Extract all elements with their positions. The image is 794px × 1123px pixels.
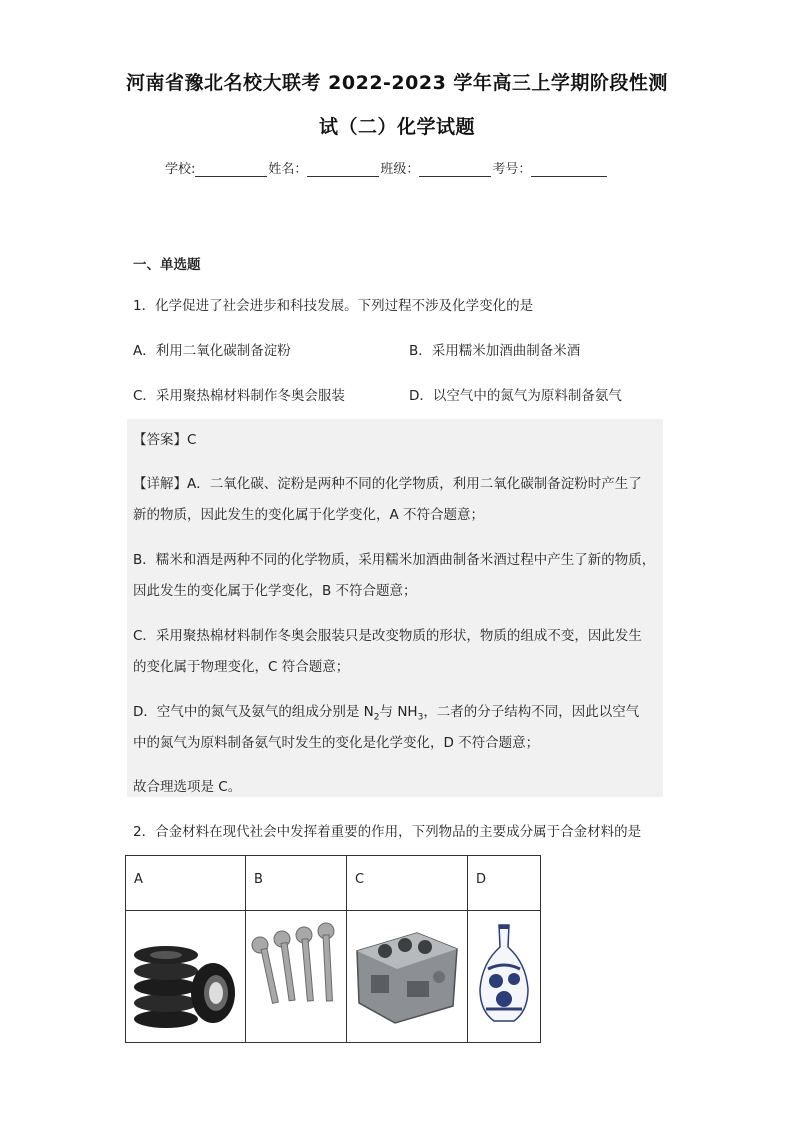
school-label: 学校:: [165, 162, 196, 177]
section-heading: 一、单选题: [133, 257, 201, 273]
q1-explain-a-line2: 新的物质，因此发生的变化属于化学变化，A 不符合题意；: [133, 507, 485, 523]
q1-option-a: A．利用二氧化碳制备淀粉: [133, 343, 291, 359]
q1-option-d: D．以空气中的氮气为原料制备氨气: [409, 388, 622, 404]
q1-option-c: C．采用聚热棉材料制作冬奥会服装: [133, 388, 345, 404]
student-info: [165, 158, 608, 177]
q1-explain-d-line2: 中的氮气为原料制备氨气时发生的变化是化学变化，D 不符合题意；: [133, 735, 540, 751]
q2-image-a: [126, 911, 246, 1043]
page-title-line1: 河南省豫北名校大联考 2022-2023 学年高三上学期阶段性测: [126, 72, 668, 94]
question-2-stem: 2．合金材料在现代社会中发挥着重要的作用，下列物品的主要成分属于合金材料的是: [133, 824, 642, 840]
q1-conclusion: 故合理选项是 C。: [133, 779, 242, 795]
q1-answer: 【答案】C: [133, 432, 197, 448]
q2-options-table: [125, 855, 541, 1043]
tires-icon: [126, 911, 245, 1038]
q1-explain-b-line1: B．糯米和酒是两种不同的化学物质，采用糯米加酒曲制备米酒过程中产生了新的物质，: [133, 552, 656, 568]
q2-image-d: [468, 911, 541, 1043]
q1-explain-c-line2: 的变化属于物理变化，C 符合题意；: [133, 659, 350, 675]
porcelain-vase-icon: [468, 911, 540, 1038]
page-title-line2: 试（二）化学试题: [318, 116, 475, 138]
q1-explain-a-line1: 【详解】A．二氧化碳、淀粉是两种不同的化学物质，利用二氧化碳制备淀粉时产生了: [133, 476, 642, 492]
q1-explain-d-line1: D．空气中的氮气及氨气的组成分别是 $N_2$与 $NH_3$，二者的分子结构不同，因此以空气: [133, 704, 640, 723]
engine-block-icon: [347, 911, 467, 1038]
exam-number-blank[interactable]: [531, 162, 607, 177]
class-blank[interactable]: [419, 162, 491, 177]
q2-header-c: C: [347, 856, 468, 911]
name-blank[interactable]: [307, 162, 379, 177]
exam-number-label: 考号：: [492, 162, 532, 177]
question-1-stem: 1．化学促进了社会进步和科技发展。下列过程不涉及化学变化的是: [133, 298, 534, 314]
q1-option-b: B．采用糯米加酒曲制备米酒: [409, 343, 581, 359]
wrenches-icon: [246, 911, 346, 1038]
q2-header-a: A: [126, 856, 246, 911]
class-label: 班级：: [380, 162, 420, 177]
q1-explain-c-line1: C．采用聚热棉材料制作冬奥会服装只是改变物质的形状，物质的组成不变，因此发生: [133, 628, 642, 644]
q2-image-b: [246, 911, 347, 1043]
name-label: 姓名：: [268, 162, 308, 177]
school-blank[interactable]: [195, 162, 267, 177]
q1-explain-b-line2: 因此发生的变化属于化学变化，B 不符合题意；: [133, 583, 417, 599]
q2-header-d: D: [468, 856, 541, 911]
q2-header-b: B: [246, 856, 347, 911]
q2-image-c: [347, 911, 468, 1043]
